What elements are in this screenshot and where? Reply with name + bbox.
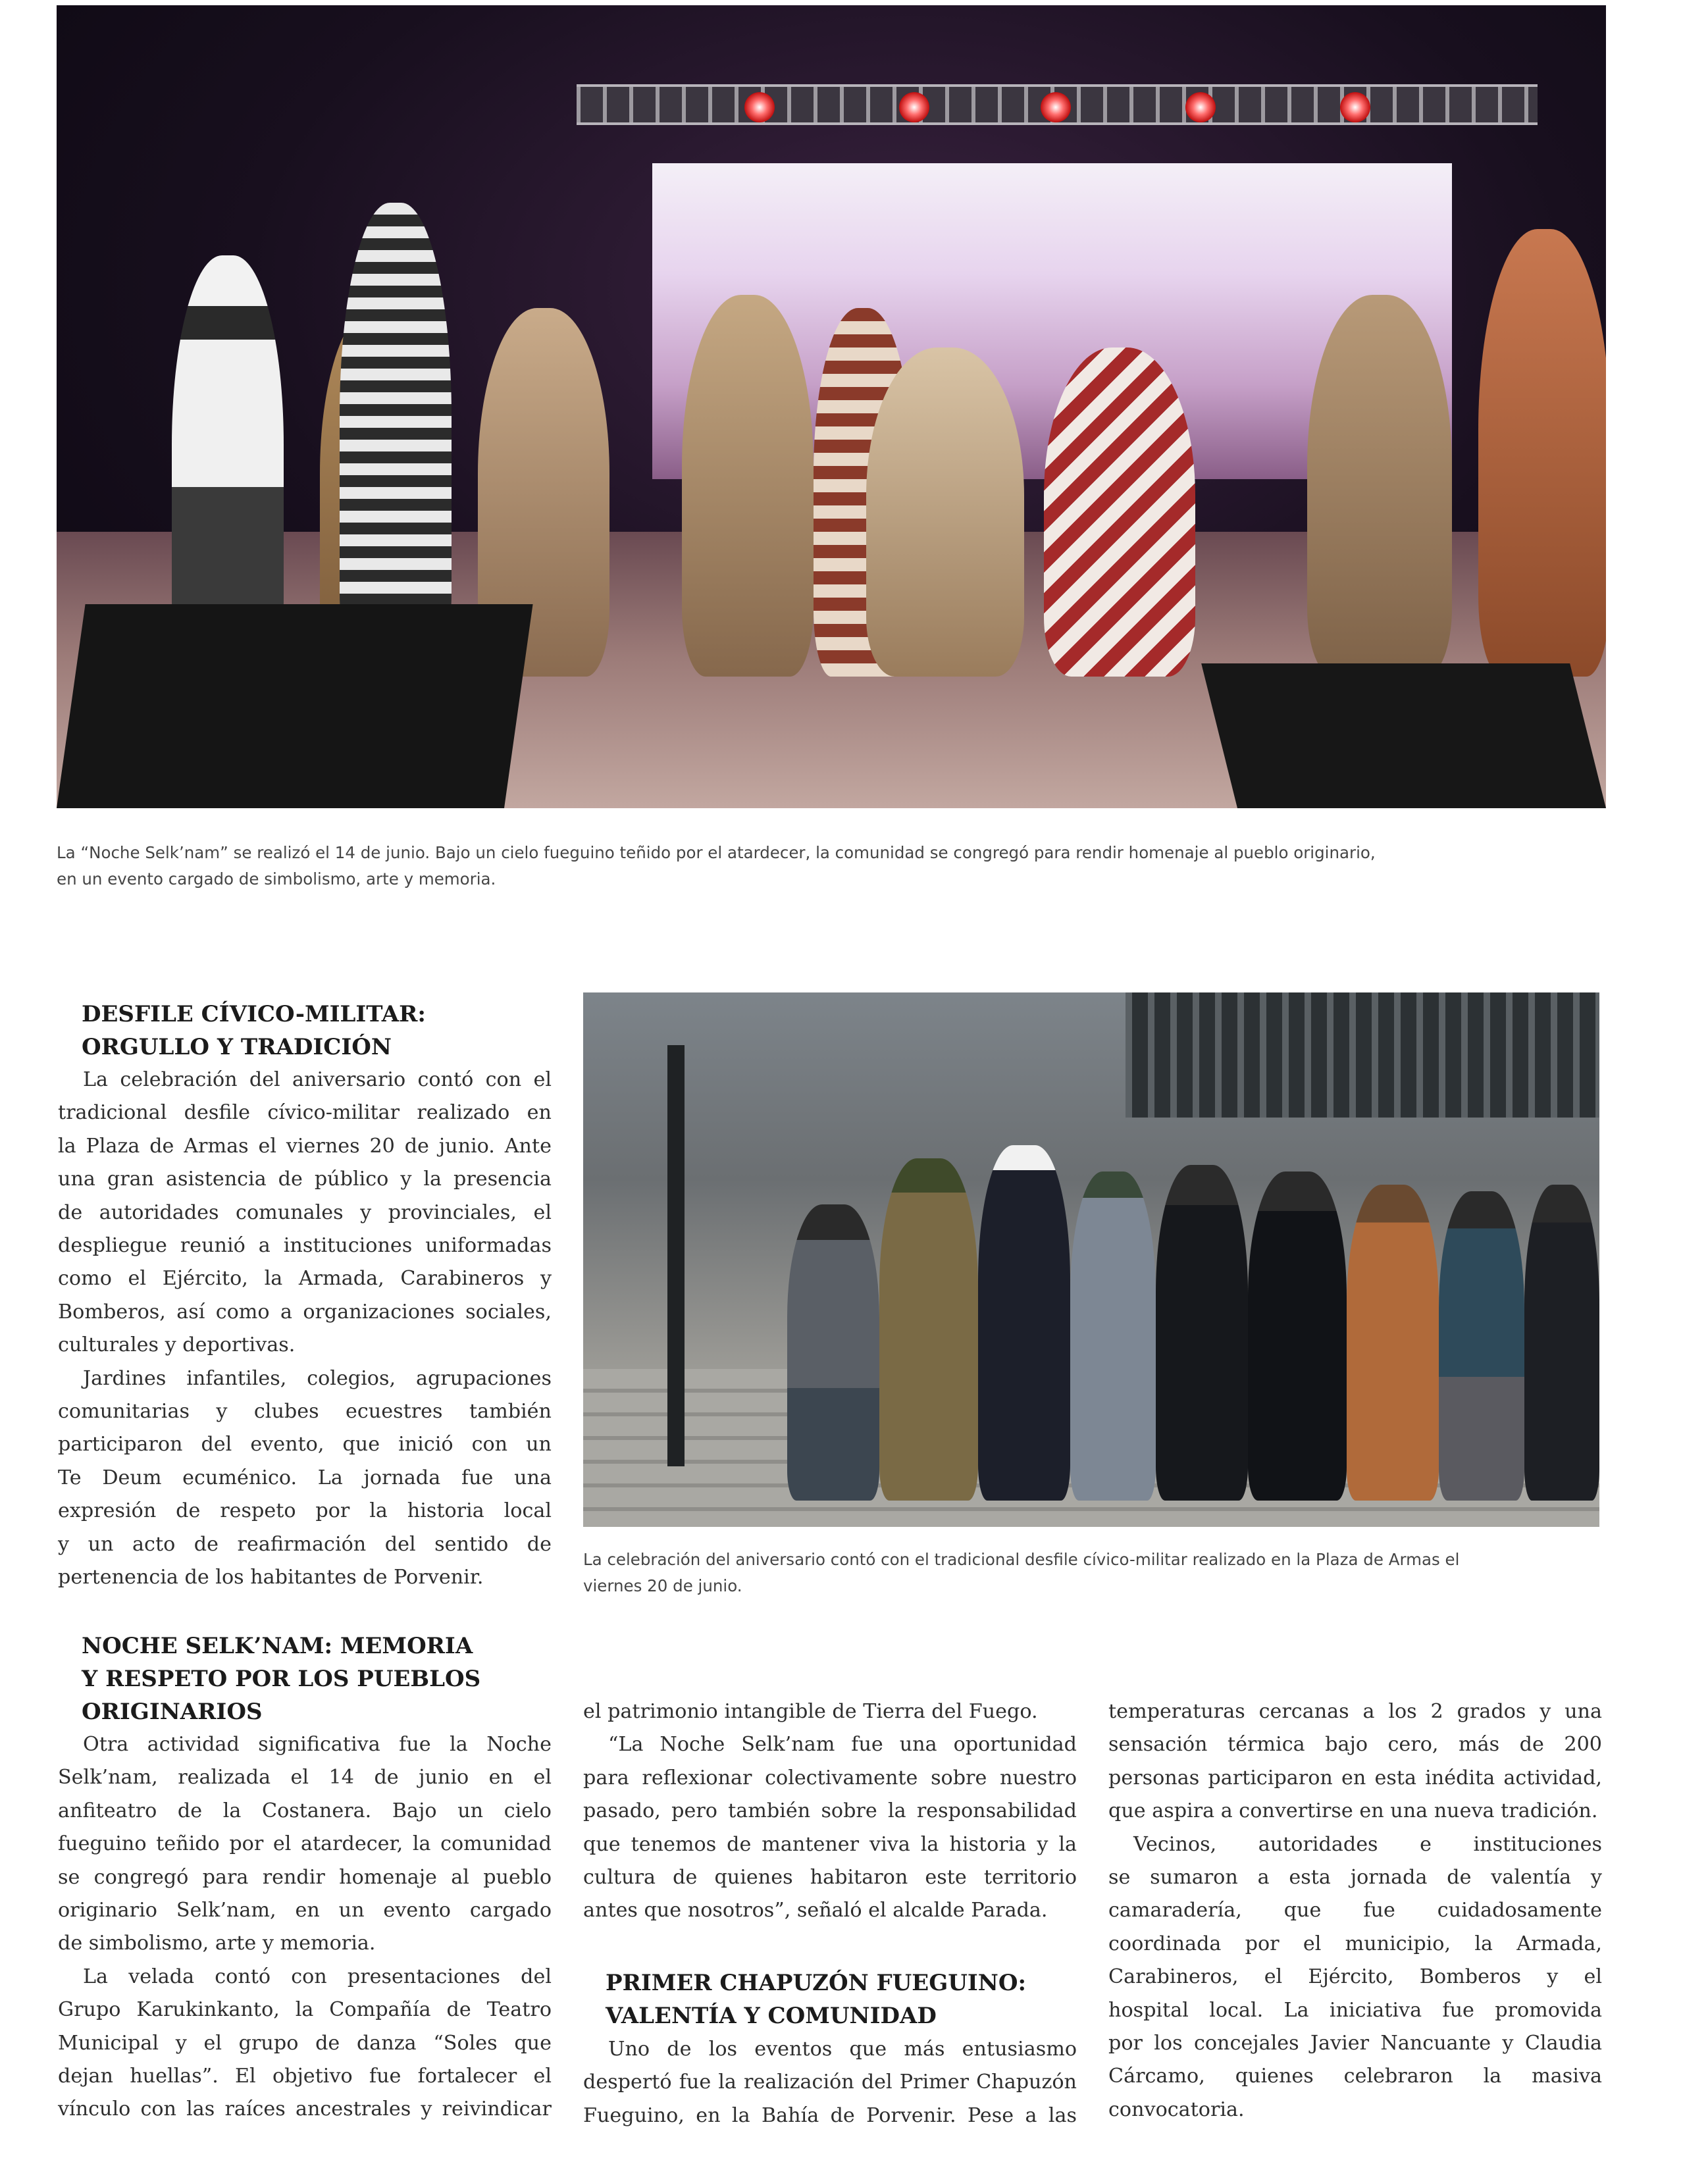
text-line: despliegue reunió a instituciones uniformadas bbox=[58, 1234, 552, 1258]
text-line: Grupo Karukinkanto, la Compañía de Teatro bbox=[58, 1998, 552, 2022]
text-line: La celebración del aniversario contó con el bbox=[83, 1068, 552, 1091]
text-line: de autoridades comunales y provinciales, el bbox=[58, 1200, 552, 1224]
text-line: Municipal y el grupo de danza “Soles que bbox=[58, 2031, 552, 2055]
text-line: camaradería, que fue cuidadosamente bbox=[1108, 1899, 1602, 1922]
text-line: que aspira a convertirse en una nueva tradición. bbox=[1108, 1799, 1598, 1823]
parade-photo bbox=[583, 992, 1599, 1527]
text-line: coordinada por el municipio, la Armada, bbox=[1108, 1932, 1602, 1955]
text-line: personas participaron en esta inédita actividad, bbox=[1108, 1766, 1602, 1789]
heading-line: Y RESPETO POR LOS PUEBLOS bbox=[82, 1666, 481, 1692]
text-line: Jardines infantiles, colegios, agrupaciones bbox=[83, 1366, 552, 1390]
heading-line: ORIGINARIOS bbox=[82, 1699, 263, 1725]
text-line: dejan huellas”. El objetivo fue fortalecer el bbox=[58, 2065, 552, 2088]
photo-caption-parade bbox=[583, 1547, 1613, 1599]
text-line: antes que nosotros”, señaló el alcalde Parada. bbox=[583, 1899, 1048, 1922]
person-figure bbox=[978, 1145, 1070, 1501]
person-figure bbox=[1439, 1191, 1524, 1501]
heading-line: VALENTÍA Y COMUNIDAD bbox=[606, 2003, 937, 2029]
stage-light-icon bbox=[899, 92, 929, 122]
text-line: Fueguino, en la Bahía de Porvenir. Pese a las bbox=[583, 2103, 1077, 2127]
text-line: de simbolismo, arte y memoria. bbox=[58, 1932, 376, 1955]
dancer-figure bbox=[1307, 295, 1452, 677]
person-figure bbox=[879, 1158, 978, 1501]
text-line: Carabineros, el Ejército, Bomberos y el bbox=[1108, 1965, 1602, 1989]
caption-line: en un evento cargado de simbolismo, arte y memoria. bbox=[57, 869, 496, 888]
text-line: fueguino teñido por el atardecer, la comunidad bbox=[58, 1832, 552, 1856]
heading-line: PRIMER CHAPUZÓN FUEGUINO: bbox=[606, 1970, 1027, 1996]
stage-photo bbox=[57, 5, 1606, 808]
stage-light-icon bbox=[1041, 92, 1071, 122]
article-column-chapuzon bbox=[583, 2033, 1077, 2132]
street-lamp bbox=[667, 1045, 685, 1466]
text-line: la Plaza de Armas el viernes 20 de junio. Ante bbox=[58, 1134, 552, 1158]
text-line: culturales y deportivas. bbox=[58, 1333, 296, 1357]
text-line: sensación térmica bajo cero, más de 200 bbox=[1108, 1733, 1602, 1757]
text-line: expresión de respeto por la historia local bbox=[58, 1499, 552, 1523]
dancer-figure bbox=[866, 347, 1024, 677]
text-line: Bomberos, así como a organizaciones sociales, bbox=[58, 1300, 552, 1324]
text-line: “La Noche Selk’nam fue una oportunidad bbox=[608, 1733, 1077, 1757]
text-line: como el Ejército, la Armada, Carabineros y bbox=[58, 1267, 552, 1291]
section-heading-chapuzon bbox=[606, 1967, 1026, 2032]
text-line: originario Selk’nam, en un evento cargado bbox=[58, 1899, 552, 1922]
text-line: Te Deum ecuménico. La jornada fue una bbox=[58, 1466, 552, 1489]
section-heading-selknam bbox=[82, 1630, 480, 1728]
person-figure bbox=[1524, 1185, 1599, 1501]
stage-light-icon bbox=[1185, 92, 1216, 122]
person-figure bbox=[1156, 1165, 1248, 1501]
text-line: hospital local. La iniciativa fue promovida bbox=[1108, 1998, 1602, 2022]
text-line: vínculo con las raíces ancestrales y reivindicar bbox=[58, 2098, 552, 2121]
article-column-2 bbox=[583, 1695, 1077, 1928]
text-line: Otra actividad significativa fue la Noche bbox=[83, 1733, 552, 1756]
person-figure bbox=[1347, 1185, 1439, 1501]
text-line: se sumaron a esta jornada de valentía y bbox=[1108, 1866, 1602, 1890]
section-heading-desfile bbox=[82, 998, 426, 1064]
article-column-selknam bbox=[58, 1728, 552, 2126]
heading-line: NOCHE SELK’NAM: MEMORIA bbox=[82, 1633, 473, 1659]
text-line: despertó fue la realización del Primer Chapuzón bbox=[583, 2071, 1077, 2094]
text-line: convocatoria. bbox=[1108, 2098, 1245, 2121]
text-line: tradicional desfile cívico-militar realizado en bbox=[58, 1101, 552, 1125]
speaker bbox=[1201, 663, 1606, 808]
photo-caption-top bbox=[57, 840, 1623, 892]
text-line: cultura de quienes habitaron este territorio bbox=[583, 1866, 1077, 1890]
text-line: pertenencia de los habitantes de Porvenir. bbox=[58, 1566, 484, 1589]
text-line: La velada contó con presentaciones del bbox=[83, 1965, 552, 1988]
text-line: y un acto de reafirmación del sentido de bbox=[58, 1532, 552, 1556]
text-line: que tenemos de mantener viva la historia y la bbox=[583, 1832, 1077, 1856]
text-line: anfiteatro de la Costanera. Bajo un cielo bbox=[58, 1799, 552, 1822]
text-line: el patrimonio intangible de Tierra del Fuego. bbox=[583, 1700, 1038, 1723]
dancer-figure bbox=[1478, 229, 1606, 677]
person-figure bbox=[787, 1204, 879, 1501]
caption-line: La celebración del aniversario contó con el tradicional desfile cívico-militar realizado en la Plaza de Armas el bbox=[583, 1550, 1460, 1569]
text-line: Selk’nam, realizada el 14 de junio en el bbox=[58, 1766, 552, 1789]
building-background bbox=[1126, 992, 1599, 1118]
text-line: Vecinos, autoridades e instituciones bbox=[1133, 1832, 1602, 1856]
heading-line: DESFILE CÍVICO-MILITAR: bbox=[82, 1001, 426, 1027]
article-column-desfile bbox=[58, 1064, 552, 1595]
person-figure bbox=[1248, 1171, 1347, 1501]
dancer-figure bbox=[682, 295, 814, 677]
text-line: temperaturas cercanas a los 2 grados y una bbox=[1108, 1700, 1602, 1723]
person-figure bbox=[1070, 1171, 1156, 1501]
text-line: comunitarias y clubes ecuestres también bbox=[58, 1400, 552, 1424]
text-line: Cárcamo, quienes celebraron la masiva bbox=[1108, 2065, 1602, 2088]
stage-light-icon bbox=[1340, 92, 1370, 122]
article-column-3 bbox=[1108, 1695, 1602, 2126]
text-line: para reflexionar colectivamente sobre nuestro bbox=[583, 1766, 1077, 1789]
caption-line: La “Noche Selk’nam” se realizó el 14 de junio. Bajo un cielo fueguino teñido por el atardecer, la comunidad se congregó para rendir homenaje al pueblo originario, bbox=[57, 843, 1376, 862]
text-line: una gran asistencia de público y la presencia bbox=[58, 1168, 552, 1191]
dancer-figure bbox=[1044, 347, 1195, 677]
text-line: por los concejales Javier Nancuante y Claudia bbox=[1108, 2032, 1602, 2055]
speaker bbox=[57, 604, 533, 808]
text-line: participaron del evento, que inició con un bbox=[58, 1433, 552, 1456]
text-line: pasado, pero también sobre la responsabilidad bbox=[583, 1799, 1077, 1823]
text-line: se congregó para rendir homenaje al pueblo bbox=[58, 1865, 552, 1889]
text-line: Uno de los eventos que más entusiasmo bbox=[608, 2038, 1077, 2061]
heading-line: ORGULLO Y TRADICIÓN bbox=[82, 1034, 392, 1060]
caption-line: viernes 20 de junio. bbox=[583, 1576, 742, 1595]
stage-light-icon bbox=[744, 92, 775, 122]
